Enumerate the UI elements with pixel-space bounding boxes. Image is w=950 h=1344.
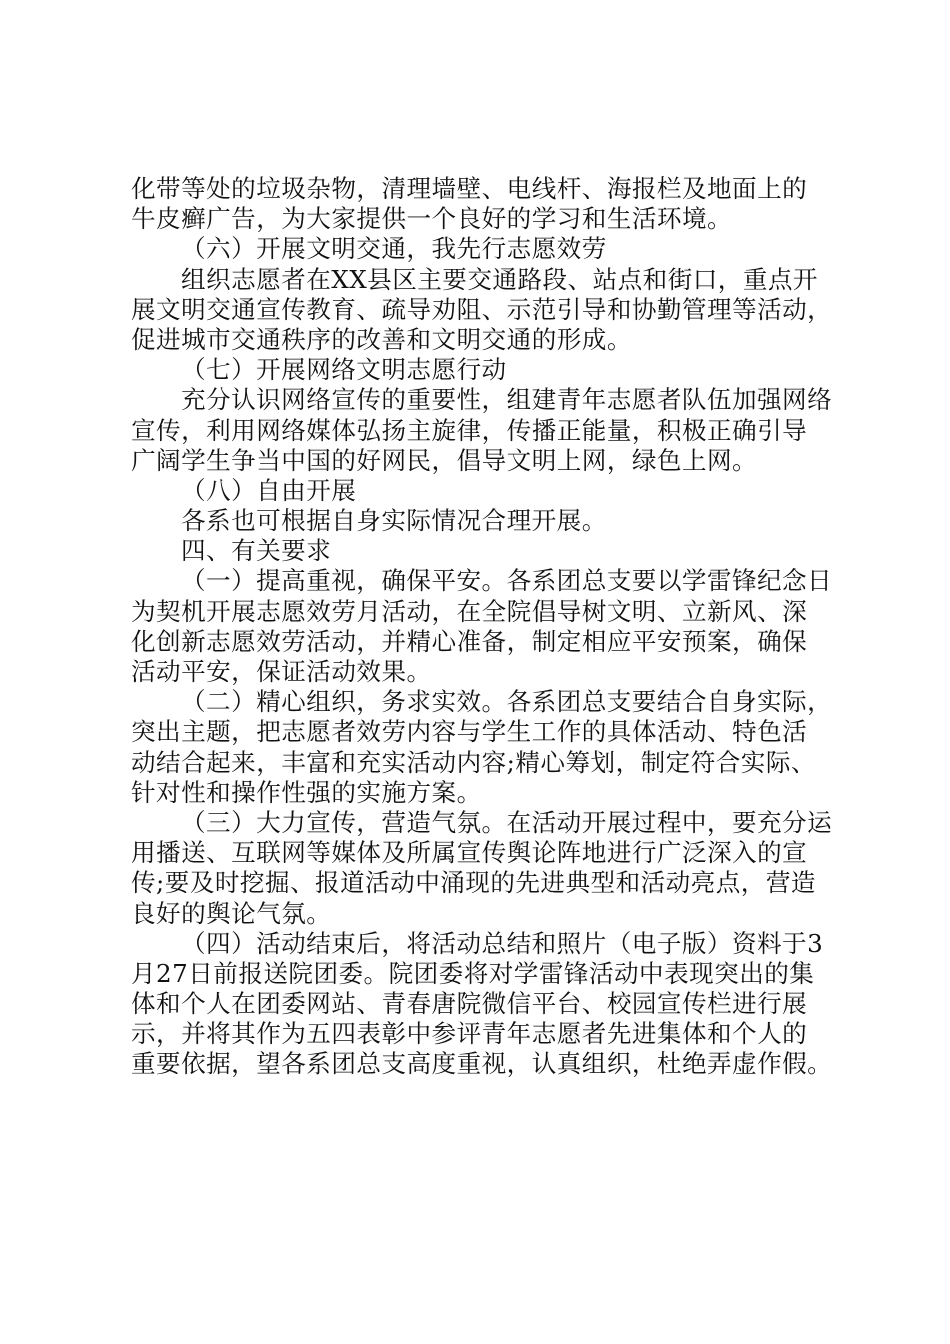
body-line: 展文明交通宣传教育、疏导劝阻、示范引导和协勤管理等活动， [131, 294, 833, 324]
section-heading-8: （八）自由开展 [181, 475, 357, 505]
body-line: 良好的舆论气氛。 [131, 898, 332, 928]
paragraph-start: 组织志愿者在XX县区主要交通路段、站点和街口，重点开 [181, 264, 818, 294]
body-line: 促进城市交通秩序的改善和文明交通的形成。 [131, 324, 632, 354]
section-heading-6: （六）开展文明交通，我先行志愿效劳 [181, 234, 607, 264]
paragraph-start: 充分认识网络宣传的重要性，组建青年志愿者队伍加强网络 [181, 385, 833, 415]
body-line: 化创新志愿效劳活动，并精心准备，制定相应平安预案，确保 [131, 626, 808, 656]
body-line: 重要依据，望各系团总支高度重视，认真组织，杜绝弄虚作假。 [131, 1049, 833, 1079]
paragraph-start: （一）提高重视，确保平安。各系团总支要以学雷锋纪念日 [181, 566, 833, 596]
paragraph-start: （三）大力宣传，营造气氛。在活动开展过程中，要充分运 [181, 807, 833, 837]
section-heading-7: （七）开展网络文明志愿行动 [181, 355, 507, 385]
body-line: 体和个人在团委网站、青春唐院微信平台、校园宣传栏进行展 [131, 989, 808, 1019]
body-line: 传;要及时挖掘、报道活动中涌现的先进典型和活动亮点，营造 [131, 868, 816, 898]
paragraph-start: （二）精心组织，务求实效。各系团总支要结合自身实际， [181, 687, 833, 717]
document-body [131, 174, 851, 1080]
body-line: 广阔学生争当中国的好网民，倡导文明上网，绿色上网。 [131, 445, 758, 475]
body-line: 宣传，利用网络媒体弘扬主旋律，传播正能量，积极正确引导 [131, 415, 808, 445]
paragraph-start: 各系也可根据自身实际情况合理开展。 [181, 506, 607, 536]
body-line: 针对性和操作性强的实施方案。 [131, 777, 482, 807]
body-line-continuation: 牛皮癣广告，为大家提供一个良好的学习和生活环境。 [131, 204, 733, 234]
body-line: 示，并将其作为五四表彰中参评青年志愿者先进集体和个人的 [131, 1019, 808, 1049]
body-line: 动结合起来，丰富和充实活动内容;精心筹划，制定符合实际、 [131, 747, 816, 777]
paragraph-start: （四）活动结束后，将活动总结和照片（电子版）资料于3 [181, 928, 824, 958]
body-line: 为契机开展志愿效劳月活动，在全院倡导树文明、立新风、深 [131, 596, 808, 626]
body-line: 用播送、互联网等媒体及所属宣传舆论阵地进行广泛深入的宣 [131, 838, 808, 868]
section-heading-requirements: 四、有关要求 [181, 536, 332, 566]
body-line: 月27日前报送院团委。院团委将对学雷锋活动中表现突出的集 [131, 958, 815, 988]
body-line: 活动平安，保证活动效果。 [131, 657, 432, 686]
body-line: 突出主题，把志愿者效劳内容与学生工作的具体活动、特色活 [131, 717, 808, 747]
body-line-continuation: 化带等处的垃圾杂物，清理墙壁、电线杆、海报栏及地面上的 [131, 174, 808, 203]
